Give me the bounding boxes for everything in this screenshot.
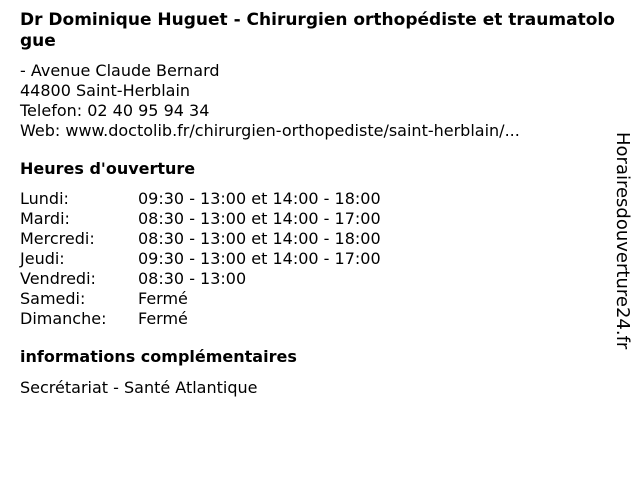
- hours-time: 09:30 - 13:00 et 14:00 - 17:00: [138, 249, 381, 268]
- hours-time: 08:30 - 13:00 et 14:00 - 18:00: [138, 229, 381, 248]
- hours-day: Samedi:: [20, 289, 86, 308]
- hours-day: Vendredi:: [20, 269, 96, 288]
- additional-info-text: Secrétariat - Santé Atlantique: [20, 378, 258, 397]
- hours-day: Lundi:: [20, 189, 69, 208]
- site-watermark: Horairesdouverture24.fr: [612, 132, 633, 350]
- hours-row-samedi: [20, 289, 620, 309]
- opening-hours-heading: Heures d'ouverture: [20, 159, 196, 178]
- contact-block: [20, 61, 620, 141]
- hours-day: Dimanche:: [20, 309, 107, 328]
- hours-time: 08:30 - 13:00: [138, 269, 247, 288]
- business-card: [20, 10, 620, 398]
- address-city: 44800 Saint-Herblain: [20, 81, 191, 100]
- hours-time: Fermé: [138, 309, 188, 328]
- hours-day: Jeudi:: [20, 249, 65, 268]
- hours-row-vendredi: [20, 269, 620, 289]
- hours-time: 08:30 - 13:00 et 14:00 - 17:00: [138, 209, 381, 228]
- hours-time: Fermé: [138, 289, 188, 308]
- hours-row-jeudi: [20, 249, 620, 269]
- hours-row-lundi: [20, 189, 620, 209]
- hours-time: 09:30 - 13:00 et 14:00 - 18:00: [138, 189, 381, 208]
- web-line[interactable]: Web: www.doctolib.fr/chirurgien-orthopediste/saint-herblain/...: [20, 121, 520, 140]
- address-street: - Avenue Claude Bernard: [20, 61, 220, 80]
- hours-day: Mercredi:: [20, 229, 95, 248]
- hours-row-mardi: [20, 209, 620, 229]
- opening-hours-list: [20, 189, 620, 329]
- hours-row-dimanche: [20, 309, 620, 329]
- phone-line[interactable]: Telefon: 02 40 95 94 34: [20, 101, 210, 120]
- additional-info-heading: informations complémentaires: [20, 347, 297, 366]
- hours-day: Mardi:: [20, 209, 70, 228]
- business-title: Dr Dominique Huguet - Chirurgien orthopédiste et traumatologue: [20, 10, 615, 51]
- hours-row-mercredi: [20, 229, 620, 249]
